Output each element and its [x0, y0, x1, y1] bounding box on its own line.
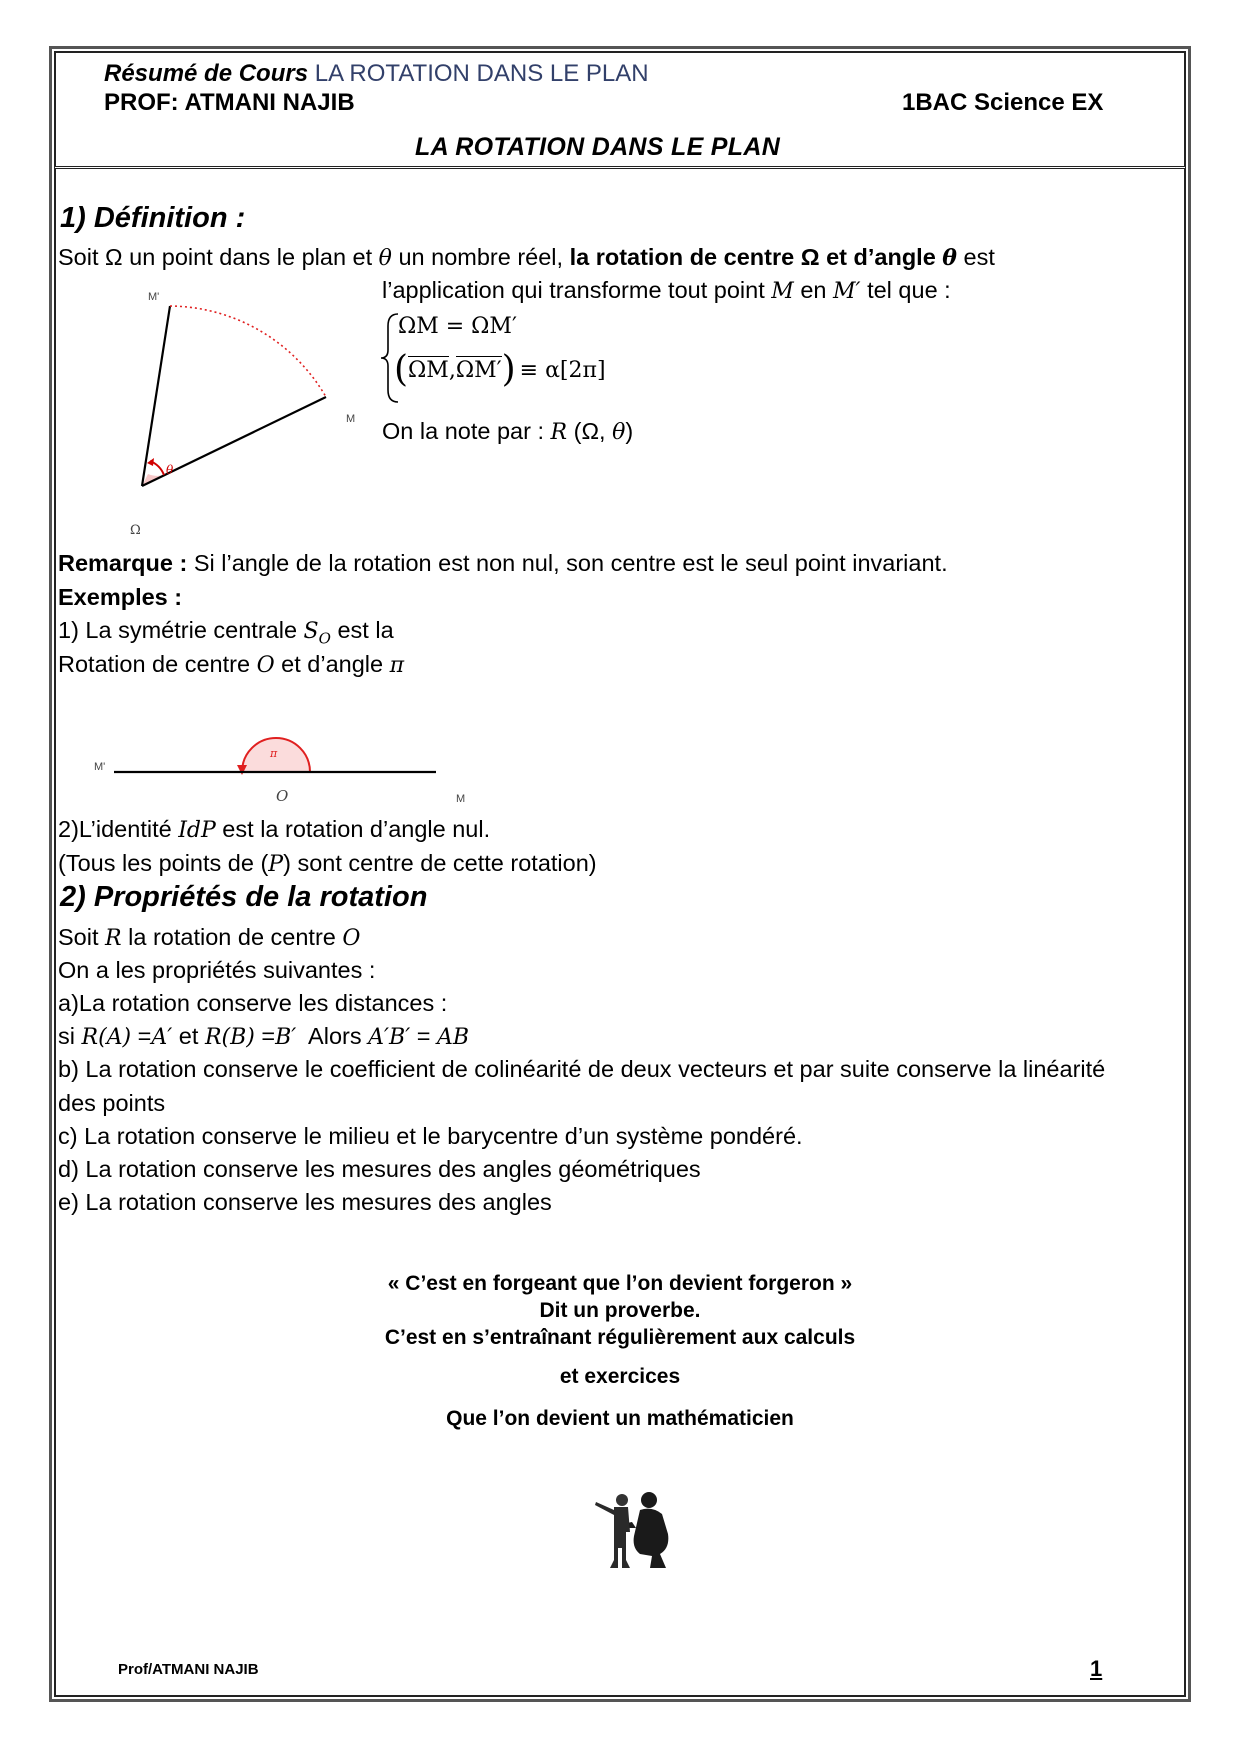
example1-line2-mid: et d’angle — [274, 651, 390, 677]
quote-line4: et exercices — [559, 1365, 681, 1388]
property-intro-a: Soit — [58, 924, 106, 950]
header-subtitle-prefix: Résumé de Cours — [104, 60, 309, 87]
example2-line2-text: (Tous les points de ( — [58, 850, 269, 876]
remark-label: Remarque : — [58, 550, 188, 576]
right-border-line — [1184, 169, 1186, 1697]
examples-label: Exemples : — [58, 584, 183, 610]
formula-aprime: A′ — [151, 1025, 173, 1050]
point-m-prime: M′ — [833, 279, 861, 304]
rotation-r: R — [105, 926, 122, 951]
property-list-intro: On a les propriétés suivantes : — [58, 957, 376, 983]
center-o: O — [256, 653, 275, 678]
symmetry-figure — [90, 725, 480, 805]
formula-ab: AB — [436, 1025, 470, 1050]
property-c: c) La rotation conserve le milieu et le barycentre d’un système pondéré. — [58, 1123, 803, 1149]
definition-line1 — [58, 244, 995, 271]
section2-heading: 2) Propriétés de la rotation — [60, 881, 428, 913]
definition-line2-text: l’application qui transforme tout point — [382, 277, 772, 303]
header-author: PROF: ATMANI NAJIB — [104, 89, 355, 116]
plane-p: P — [268, 852, 284, 877]
header-level: 1BAC Science EX — [902, 89, 1104, 116]
page-title: LA ROTATION DANS LE PLAN — [415, 133, 781, 161]
vector-om-prime: ΩM′ — [455, 358, 502, 383]
quote-line1: « C’est en forgeant que l’on devient forgeron » — [387, 1272, 853, 1295]
theta-symbol: θ — [378, 246, 392, 271]
formula-rb: R(B) — [204, 1025, 255, 1050]
theta-symbol-bold: θ — [942, 245, 957, 271]
remark-text: Si l’angle de la rotation est non nul, son centre est le seul point invariant. — [187, 550, 948, 576]
property-intro — [58, 924, 360, 951]
symmetry-subscript: O — [318, 629, 331, 648]
notation-close: ) — [625, 418, 634, 444]
example1-line2-text: Rotation de centre — [58, 651, 257, 677]
formula-alors: Alors — [296, 1023, 369, 1049]
angle-arrow — [147, 458, 154, 466]
example1-line1 — [58, 617, 394, 648]
property-b-cont: des points — [58, 1090, 166, 1116]
formula-bprime: B′ — [275, 1025, 297, 1050]
notation-theta: θ — [612, 420, 626, 445]
example2-line2 — [58, 850, 597, 877]
identity-idp: IdP — [178, 818, 216, 843]
left-border-line — [54, 169, 56, 1697]
figure2-label-pi: π — [270, 747, 278, 760]
formula-et: et — [172, 1023, 205, 1049]
paren-close: ) — [501, 349, 516, 390]
definition-line2-en: en — [793, 277, 834, 303]
property-d: d) La rotation conserve les mesures des angles géométriques — [58, 1156, 701, 1182]
angle-pi: π — [389, 653, 405, 678]
header-subtitle-topic: LA ROTATION DANS LE PLAN — [314, 60, 649, 87]
example1-line2 — [58, 651, 404, 678]
rotation-arc — [170, 306, 326, 397]
definition-line2-end: tel que : — [860, 277, 951, 303]
example2-line2-end: ) sont centre de cette rotation) — [283, 850, 597, 876]
paren-open: ( — [394, 349, 409, 390]
equation-angle-rest: ≡ α[2π] — [519, 358, 606, 383]
formula-eq1: = — [131, 1023, 152, 1049]
property-a-formula — [58, 1023, 469, 1050]
definition-text-b: un nombre réel, — [391, 244, 570, 270]
definition-text-c: est — [956, 244, 995, 270]
example1-text: 1) La symétrie centrale — [58, 617, 304, 643]
equation-distance: ΩM = ΩM′ — [398, 314, 517, 339]
equation-angle: (ΩM,ΩM′) ≡ α[2π] — [394, 349, 606, 390]
example2-end: est la rotation d’angle nul. — [215, 816, 491, 842]
bottom-border-line — [54, 1695, 1186, 1697]
example2-line1 — [58, 816, 490, 843]
example1-end: est la — [330, 617, 394, 643]
definition-bold: la rotation de centre Ω et d’angle — [569, 244, 943, 270]
formula-si: si — [58, 1023, 82, 1049]
silhouette-image — [592, 1488, 676, 1570]
notation-r: R — [550, 420, 568, 445]
page-number: 1 — [1090, 1656, 1103, 1681]
quote-line3: C’est en s’entraînant régulièrement aux calculs — [384, 1326, 856, 1349]
footer-author: Prof/ATMANI NAJIB — [118, 1661, 259, 1678]
figure2-label-m: M — [456, 793, 466, 805]
figure-label-theta: θ — [166, 463, 174, 477]
notation-open: (Ω, — [567, 418, 613, 444]
figure-label-omega: Ω — [130, 523, 141, 538]
figure-label-m: M — [346, 413, 356, 425]
segment-omega-mprime — [142, 306, 170, 486]
property-intro-b: la rotation de centre — [121, 924, 343, 950]
section1-heading: 1) Définition : — [60, 202, 246, 234]
formula-eq2: = — [254, 1023, 276, 1049]
property-e: e) La rotation conserve les mesures des angles — [58, 1189, 552, 1215]
point-m: M — [771, 279, 794, 304]
remark-line — [58, 550, 948, 577]
rotation-center-o: O — [342, 926, 361, 951]
example2-text: 2)L’identité — [58, 816, 179, 842]
property-b: b) La rotation conserve le coefficient de colinéarité de deux vecteurs et par suite conserve la linéarité — [58, 1056, 1106, 1082]
definition-text-a: Soit Ω un point dans le plan et — [58, 244, 379, 270]
formula-eq3: = — [410, 1023, 437, 1049]
rotation-figure — [120, 280, 370, 540]
formula-apbp: A′B′ — [368, 1025, 411, 1050]
property-a: a)La rotation conserve les distances : — [58, 990, 448, 1016]
notation-line — [382, 418, 633, 445]
quote-line2: Dit un proverbe. — [539, 1299, 701, 1322]
figure2-label-o: O — [276, 787, 289, 805]
quote-line5: Que l’on devient un mathématicien — [446, 1407, 794, 1430]
symmetry-s: S — [303, 619, 319, 644]
notation-text: On la note par : — [382, 418, 551, 444]
figure2-label-mprime: M' — [94, 761, 106, 773]
figure-label-mprime: M' — [148, 291, 160, 303]
definition-line2 — [382, 277, 951, 304]
vector-om: ΩM — [408, 358, 449, 383]
formula-ra: R(A) — [81, 1025, 132, 1050]
header-subtitle — [104, 60, 649, 88]
